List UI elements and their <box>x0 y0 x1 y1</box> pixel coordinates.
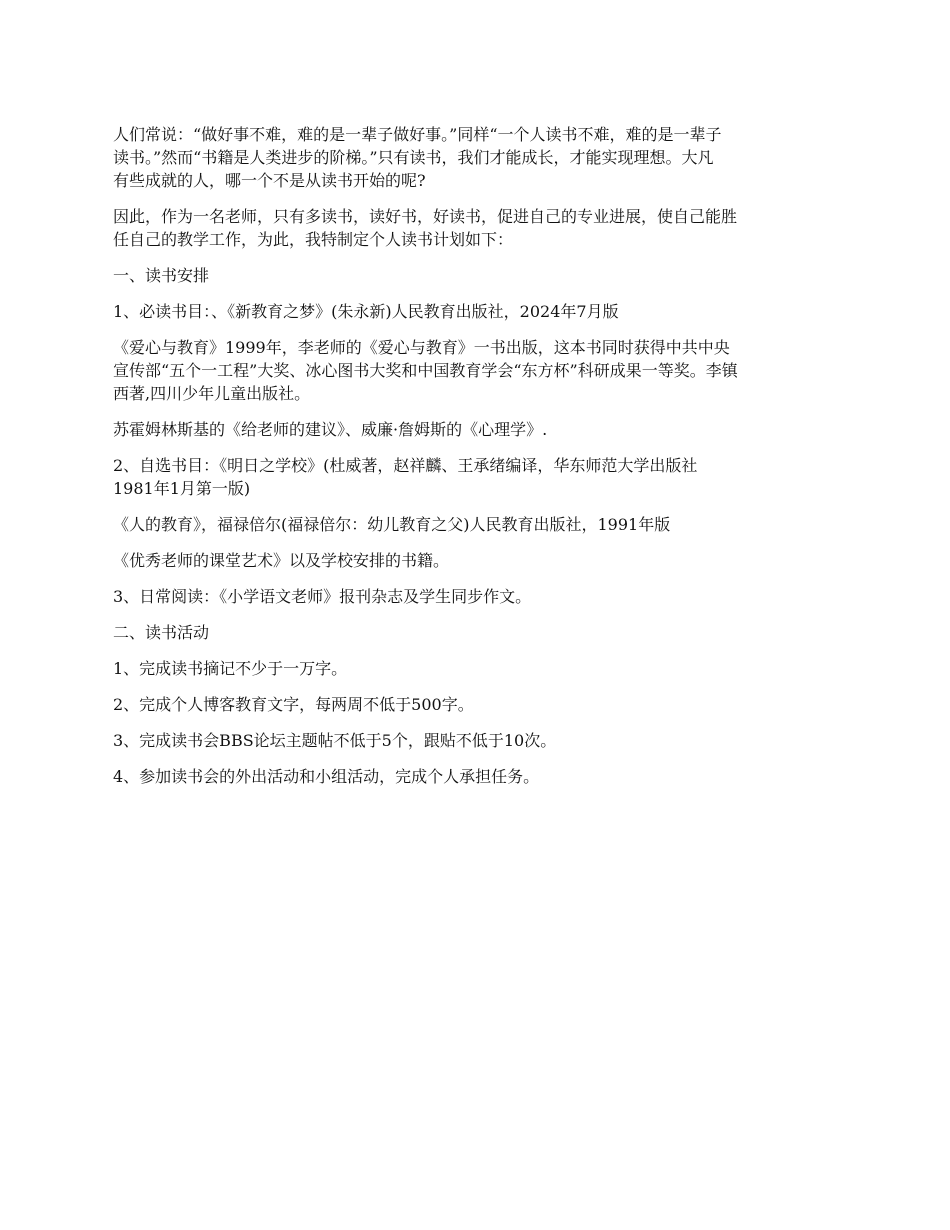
document-page <box>113 123 843 801</box>
purpose-paragraph: 因此，作为一名老师，只有多读书，读好书，好读书，促进自己的专业进展，使自己能胜 任自己的教学工作，为此，我特制定个人读书计划如下： <box>113 207 738 249</box>
section-heading-reading-arrangement: 一、读书安排 <box>113 266 210 285</box>
activity-item-bbs: 3、完成读书会BBS论坛主题帖不低于5个，跟贴不低于10次。 <box>113 731 557 750</box>
book-suggestions-psychology: 苏霍姆林斯基的《给老师的建议》、威廉·詹姆斯的《心理学》. <box>113 420 548 439</box>
optional-books-item: 2、自选书目：《明日之学校》(杜威著，赵祥麟、王承绪编译，华东师范大学出版社 1981年1月第一版) <box>113 456 698 498</box>
required-books-item: 1、必读书目：、《新教育之梦》(朱永新)人民教育出版社，2024年7月版 <box>113 302 619 321</box>
section-heading-reading-activities: 二、读书活动 <box>113 623 210 642</box>
book-love-and-education: 《爱心与教育》1999年，李老师的《爱心与教育》一书出版，这本书同时获得中共中央 宣传部“五个一工程”大奖、冰心图书大奖和中国教育学会“东方杯”科研成果一等奖。李镇 西著,四川少年儿童出版社。 <box>113 338 738 403</box>
intro-paragraph: 人们常说：“做好事不难，难的是一辈子做好事。”同样“一个人读书不难，难的是一辈子 读书。”然而“书籍是人类进步的阶梯。”只有读书，我们才能成长，才能实现理想。大凡 有些成就的人，哪一个不是从读书开始的呢? <box>113 125 722 190</box>
book-classroom-art: 《优秀老师的课堂艺术》以及学校安排的书籍。 <box>113 551 450 570</box>
activity-item-notes: 1、完成读书摘记不少于一万字。 <box>113 659 348 678</box>
daily-reading-item: 3、日常阅读：《小学语文老师》报刊杂志及学生同步作文。 <box>113 587 532 606</box>
activity-item-outings: 4、参加读书会的外出活动和小组活动，完成个人承担任务。 <box>113 767 540 786</box>
activity-item-blog: 2、完成个人博客教育文字，每两周不低于500字。 <box>113 695 474 714</box>
book-education-of-man: 《人的教育》，福禄倍尔(福禄倍尔：幼儿教育之父)人民教育出版社，1991年版 <box>113 515 671 534</box>
